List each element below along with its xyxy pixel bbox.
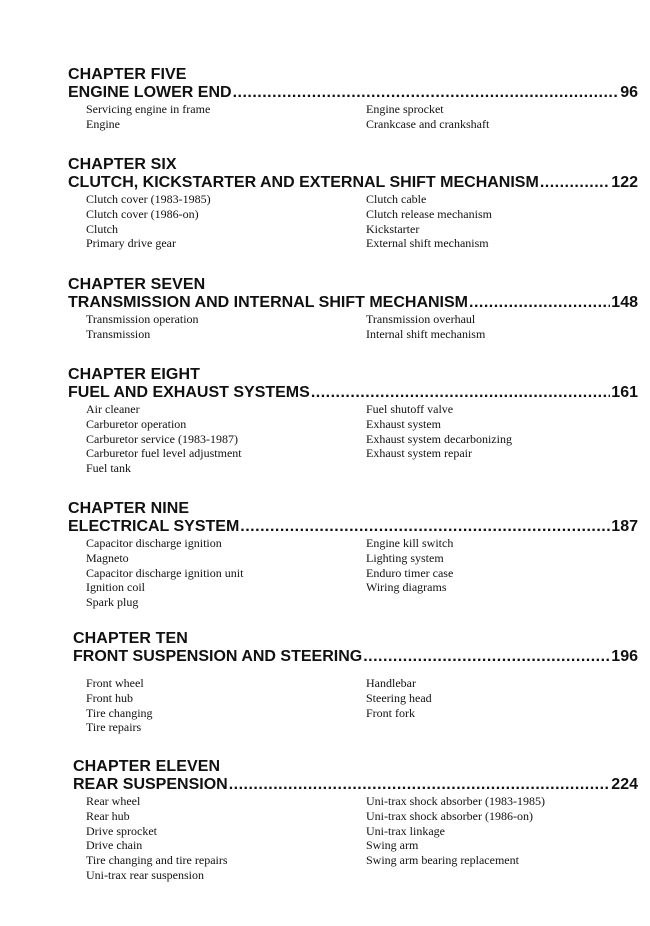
section-item: Transmission overhaul bbox=[366, 312, 476, 326]
section-list bbox=[86, 402, 638, 476]
section-column-left bbox=[86, 536, 366, 610]
page-number: 161 bbox=[611, 384, 638, 401]
dot-leader bbox=[363, 648, 610, 666]
section-column-left bbox=[86, 402, 366, 476]
section-item: Transmission operation bbox=[86, 312, 199, 326]
section-item: Primary drive gear bbox=[86, 236, 176, 251]
chapter-label: CHAPTER TEN bbox=[73, 630, 188, 647]
section-item: Crankcase and crankshaft bbox=[366, 116, 490, 131]
section-item: Servicing engine in frame bbox=[86, 102, 211, 116]
section-item: Swing arm bearing replacement bbox=[366, 853, 519, 868]
section-list bbox=[86, 676, 638, 735]
chapter-label: CHAPTER NINE bbox=[68, 500, 190, 517]
page-number: 148 bbox=[611, 294, 638, 311]
chapter-title-line[interactable] bbox=[73, 648, 638, 666]
section-item: Uni-trax shock absorber (1983-1985) bbox=[366, 794, 545, 808]
section-item: Tire changing bbox=[86, 705, 153, 720]
chapter-label: CHAPTER ELEVEN bbox=[73, 758, 221, 775]
chapter-title-line[interactable] bbox=[68, 294, 638, 312]
chapter-title: FUEL AND EXHAUST SYSTEMS bbox=[68, 384, 310, 401]
chapter-ten bbox=[73, 630, 638, 735]
dot-leader bbox=[540, 174, 610, 192]
chapter-title: TRANSMISSION AND INTERNAL SHIFT MECHANISM bbox=[68, 294, 468, 311]
section-item: Front hub bbox=[86, 690, 134, 705]
dot-leader bbox=[311, 384, 610, 402]
section-item: Kickstarter bbox=[366, 221, 420, 236]
section-item: Front fork bbox=[366, 705, 415, 720]
section-column-right bbox=[366, 102, 638, 132]
section-item: Enduro timer case bbox=[366, 565, 454, 580]
section-item: Engine kill switch bbox=[366, 536, 454, 550]
section-column-left bbox=[86, 312, 366, 342]
section-item: Tire repairs bbox=[86, 720, 142, 735]
section-item: Spark plug bbox=[86, 595, 139, 610]
section-item: Drive chain bbox=[86, 838, 143, 853]
chapter-title-line[interactable] bbox=[68, 174, 638, 192]
section-item: Capacitor discharge ignition bbox=[86, 536, 222, 550]
section-item: Engine sprocket bbox=[366, 102, 444, 116]
chapter-title: FRONT SUSPENSION AND STEERING bbox=[73, 648, 363, 665]
page-number: 122 bbox=[611, 174, 638, 191]
section-item: Exhaust system bbox=[366, 416, 441, 431]
section-item: Ignition coil bbox=[86, 580, 145, 595]
section-item: Magneto bbox=[86, 550, 129, 565]
section-item: Clutch cover (1983-1985) bbox=[86, 192, 211, 206]
section-item: Tire changing and tire repairs bbox=[86, 853, 228, 868]
section-item: Exhaust system repair bbox=[366, 446, 472, 461]
section-list bbox=[86, 536, 638, 610]
chapter-title: REAR SUSPENSION bbox=[73, 776, 228, 793]
page-number: 196 bbox=[611, 648, 638, 665]
section-item: Fuel tank bbox=[86, 461, 131, 476]
section-item: Clutch bbox=[86, 221, 118, 236]
section-item: Rear wheel bbox=[86, 794, 141, 808]
chapter-eight bbox=[68, 366, 638, 476]
section-item: Steering head bbox=[366, 690, 432, 705]
section-column-left bbox=[86, 794, 366, 883]
dot-leader bbox=[233, 84, 620, 102]
chapter-title-line[interactable] bbox=[73, 776, 638, 794]
section-list bbox=[86, 312, 638, 342]
section-item: Carburetor service (1983-1987) bbox=[86, 431, 238, 446]
section-item: Clutch cable bbox=[366, 192, 427, 206]
section-item: External shift mechanism bbox=[366, 236, 489, 251]
section-item: Air cleaner bbox=[86, 402, 140, 416]
dot-leader bbox=[240, 518, 610, 536]
section-column-right bbox=[366, 402, 638, 476]
section-item: Lighting system bbox=[366, 550, 444, 565]
chapter-seven bbox=[68, 276, 638, 342]
chapter-title-line[interactable] bbox=[68, 518, 638, 536]
page-number: 224 bbox=[611, 776, 638, 793]
page-number: 96 bbox=[620, 84, 638, 101]
section-column-right bbox=[366, 794, 638, 883]
chapter-title-line[interactable] bbox=[68, 384, 638, 402]
section-item: Drive sprocket bbox=[86, 823, 157, 838]
dot-leader bbox=[469, 294, 610, 312]
section-item: Rear hub bbox=[86, 808, 130, 823]
chapter-six bbox=[68, 156, 638, 251]
section-item: Fuel shutoff valve bbox=[366, 402, 454, 416]
chapter-title: ELECTRICAL SYSTEM bbox=[68, 518, 240, 535]
section-column-left bbox=[86, 192, 366, 251]
section-column-right bbox=[366, 192, 638, 251]
chapter-title: ENGINE LOWER END bbox=[68, 84, 232, 101]
section-column-left bbox=[86, 676, 366, 735]
section-item: Uni-trax rear suspension bbox=[86, 867, 204, 882]
section-column-right bbox=[366, 676, 638, 735]
chapter-label: CHAPTER FIVE bbox=[68, 66, 187, 83]
chapter-label: CHAPTER SIX bbox=[68, 156, 177, 173]
section-item: Capacitor discharge ignition unit bbox=[86, 565, 244, 580]
section-item: Clutch cover (1986-on) bbox=[86, 206, 199, 221]
section-item: Exhaust system decarbonizing bbox=[366, 431, 512, 446]
section-item: Wiring diagrams bbox=[366, 580, 447, 595]
section-list bbox=[86, 794, 638, 883]
chapter-title: CLUTCH, KICKSTARTER AND EXTERNAL SHIFT MECHANISM bbox=[68, 174, 539, 191]
chapter-title-line[interactable] bbox=[68, 84, 638, 102]
chapter-nine bbox=[68, 500, 638, 610]
section-column-left bbox=[86, 102, 366, 132]
page-number: 187 bbox=[611, 518, 638, 535]
section-item: Handlebar bbox=[366, 676, 416, 690]
section-item: Uni-trax shock absorber (1986-on) bbox=[366, 808, 533, 823]
section-item: Transmission bbox=[86, 326, 151, 341]
section-item: Front wheel bbox=[86, 676, 144, 690]
chapter-eleven bbox=[73, 758, 638, 883]
chapter-label: CHAPTER EIGHT bbox=[68, 366, 200, 383]
section-item: Engine bbox=[86, 116, 120, 131]
dot-leader bbox=[229, 776, 611, 794]
chapter-five bbox=[68, 66, 638, 132]
section-list bbox=[86, 102, 638, 132]
section-column-right bbox=[366, 536, 638, 610]
section-column-right bbox=[366, 312, 638, 342]
section-item: Swing arm bbox=[366, 838, 419, 853]
section-item: Carburetor operation bbox=[86, 416, 187, 431]
chapter-label: CHAPTER SEVEN bbox=[68, 276, 206, 293]
section-item: Uni-trax linkage bbox=[366, 823, 445, 838]
section-item: Internal shift mechanism bbox=[366, 326, 486, 341]
section-list bbox=[86, 192, 638, 251]
section-item: Clutch release mechanism bbox=[366, 206, 492, 221]
section-item: Carburetor fuel level adjustment bbox=[86, 446, 242, 461]
